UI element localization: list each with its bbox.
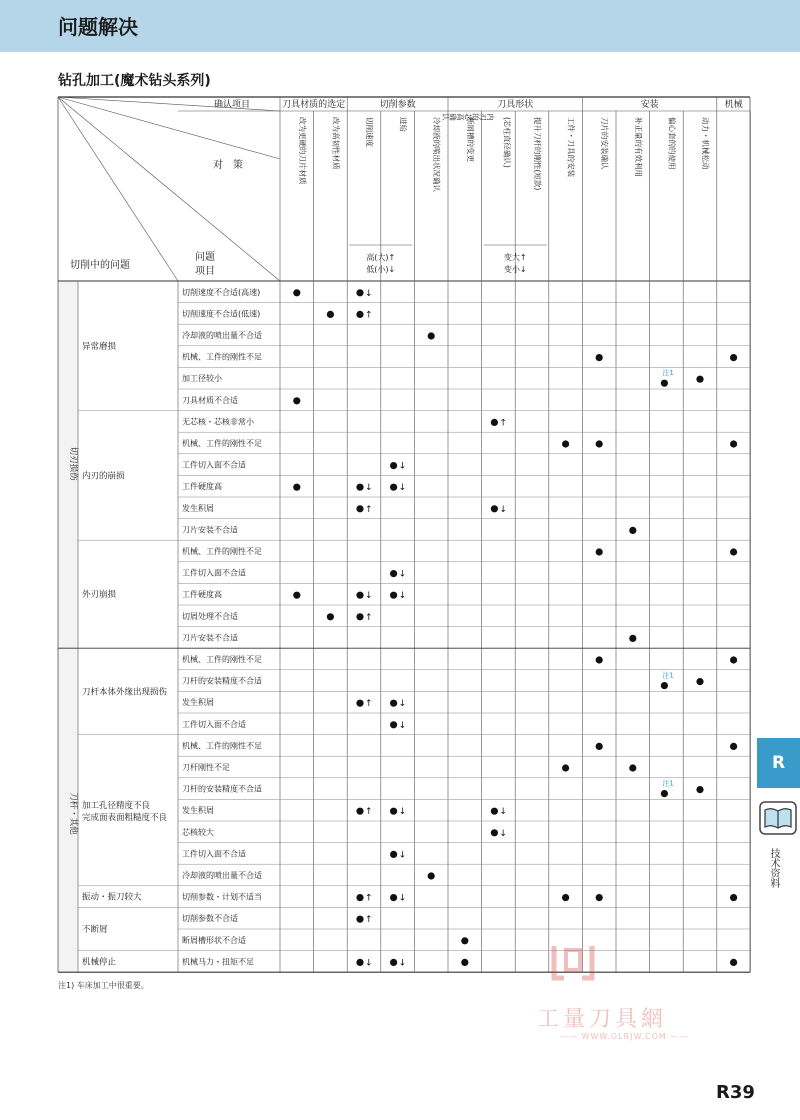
- mark-dot: [596, 894, 603, 901]
- mark-arrow: ↑: [365, 915, 373, 926]
- page-title: 问题解决: [58, 15, 138, 39]
- column-header: 提升刀杆的刚性(短款): [533, 117, 542, 191]
- mark-dot: [661, 790, 668, 797]
- watermark-logo-icon: [548, 942, 598, 986]
- column-header: 改为高韧性材质: [331, 117, 341, 170]
- mark-arrow: ↓: [398, 893, 407, 904]
- row-label: 刀杆的安装精度不合适: [182, 676, 262, 686]
- row-label: 工件切入面不合适: [182, 460, 246, 470]
- mark-dot: [596, 656, 603, 663]
- row-label: 冷却液的喷出量不合适: [182, 871, 262, 880]
- row-label: 机械、工件的刚性不足: [182, 741, 262, 751]
- row-label: 机械、工件的刚性不足: [182, 439, 262, 448]
- mark-dot: [390, 570, 397, 577]
- mark-arrow: ↓: [499, 504, 507, 515]
- mark-dot: [491, 808, 498, 815]
- mark-arrow: ↑: [365, 504, 373, 515]
- row-label: 机械、工件的刚性不足: [182, 547, 262, 556]
- note-marker: 注1: [662, 779, 674, 788]
- mark-dot: [661, 380, 668, 387]
- mark-dot: [562, 764, 569, 771]
- subcategory-label: 外刃崩损: [82, 590, 117, 601]
- note-marker: 注1: [662, 369, 674, 378]
- column-header: 动力・机械松动: [701, 117, 710, 170]
- mark-dot: [356, 894, 363, 901]
- row-label: 机械、工件的刚性不足: [182, 352, 262, 362]
- row-label: 工件硬度高: [182, 482, 222, 492]
- mark-dot: [356, 311, 363, 318]
- mark-arrow: ↑: [365, 310, 373, 321]
- mark-dot: [596, 354, 603, 361]
- subcategory-label: 加工孔径精度不良: [82, 801, 151, 812]
- mark-arrow: ↓: [398, 850, 407, 861]
- mark-dot: [461, 959, 468, 966]
- mark-dot: [428, 872, 435, 879]
- subcategory-label: 不断屑: [82, 925, 108, 935]
- grid-line: [58, 97, 178, 281]
- mark-arrow: ↓: [365, 591, 373, 602]
- subcategory-label: 异常磨损: [82, 341, 117, 352]
- group-header: 刀具形状: [497, 100, 534, 110]
- row-label: 工件切入面不合适: [182, 719, 246, 729]
- group-header: 切削参数: [379, 100, 416, 110]
- mark-dot: [293, 289, 300, 296]
- mark-dot: [428, 332, 435, 339]
- mark-dot: [390, 959, 397, 966]
- mark-dot: [562, 440, 569, 447]
- mark-dot: [730, 354, 737, 361]
- column-header: 补正量的有效利用: [633, 117, 643, 177]
- row-label: 加工径较小: [182, 374, 222, 384]
- watermark-url: —— WWW.GLRJW.COM ——: [560, 1032, 689, 1041]
- mark-arrow: ↓: [365, 958, 373, 969]
- subcategory-label: 机械停止: [82, 957, 117, 968]
- mark-arrow: ↑: [365, 807, 373, 818]
- mark-dot: [293, 397, 300, 404]
- section-tab-r[interactable]: R: [757, 738, 800, 788]
- row-label: 工件硬度高: [182, 590, 222, 600]
- row-label: 切削速度不合适(高速): [182, 287, 261, 297]
- mark-dot: [390, 462, 397, 469]
- mark-dot: [730, 894, 737, 901]
- mark-dot: [596, 743, 603, 750]
- measures-label: 对 策: [213, 160, 243, 171]
- note-marker: 注1: [662, 671, 674, 680]
- mark-dot: [596, 440, 603, 447]
- grid-line: [58, 97, 280, 281]
- column-header: 切削速度: [365, 117, 374, 147]
- mark-arrow: ↓: [398, 699, 407, 710]
- column-header: 冷却液的喷出状况确认: [432, 117, 442, 192]
- mark-dot: [327, 613, 334, 620]
- mark-dot: [356, 700, 363, 707]
- problem-label: 问题: [195, 252, 215, 263]
- row-label: 切屑处理不合适: [182, 611, 238, 621]
- speed-legend-down: 低(小)↓: [366, 265, 396, 274]
- group-header: 刀具材质的选定: [282, 100, 346, 110]
- cutting-problem-label: 切削中的问题: [70, 260, 130, 271]
- book-icon: [759, 801, 797, 835]
- mark-dot: [390, 700, 397, 707]
- mark-arrow: ↓: [398, 461, 407, 472]
- subcategory-label: 振动・振刀较大: [82, 892, 142, 903]
- mark-dot: [491, 829, 498, 836]
- mark-dot: [491, 419, 498, 426]
- mark-arrow: ↑: [365, 893, 373, 904]
- subcategory-label: 内刃的崩损: [82, 471, 125, 482]
- mark-dot: [390, 894, 397, 901]
- mark-dot: [596, 548, 603, 555]
- mark-dot: [356, 484, 363, 491]
- mark-dot: [730, 959, 737, 966]
- column-header: 进给: [398, 117, 408, 132]
- row-label: 切削参数不合适: [182, 914, 238, 924]
- row-label: 工件切入面不合适: [182, 849, 246, 859]
- column-header-sub: (芯柱直径确认): [502, 117, 512, 168]
- mark-arrow: ↓: [365, 288, 373, 299]
- row-label: 刀杆刚性不足: [182, 763, 230, 772]
- column-header: 工件・刀具的安装: [566, 117, 576, 177]
- row-label: 机械马力・扭矩不足: [182, 957, 254, 967]
- category-label: 切刃损伤: [68, 446, 78, 481]
- confirm-items-label: 确认项目: [213, 100, 251, 110]
- mark-dot: [390, 808, 397, 815]
- row-label: 无芯核・芯核非常小: [182, 417, 254, 427]
- mark-dot: [696, 786, 703, 793]
- mark-arrow: ↓: [499, 828, 507, 839]
- row-label: 发生积屑: [182, 698, 214, 708]
- row-label: 刀具材质不合适: [182, 395, 238, 405]
- column-header: 断屑槽的变更: [465, 117, 475, 162]
- column-header: 偏心套的的使用: [667, 117, 677, 170]
- category-label: 刀杆・其他: [68, 792, 78, 835]
- mark-dot: [390, 484, 397, 491]
- mark-arrow: ↓: [398, 720, 407, 731]
- mark-dot: [730, 548, 737, 555]
- row-label: 刀杆的安装精度不合适: [182, 784, 262, 794]
- mark-dot: [730, 656, 737, 663]
- mark-arrow: ↑: [499, 418, 507, 429]
- mark-dot: [356, 613, 363, 620]
- mark-arrow: ↓: [398, 483, 407, 494]
- row-label: 芯核较大: [182, 827, 214, 837]
- mark-arrow: ↓: [365, 483, 373, 494]
- mark-dot: [293, 484, 300, 491]
- shape-legend-up: 变大↑: [503, 253, 527, 262]
- row-label: 断屑槽形状不合适: [182, 935, 246, 945]
- section-title: 钻孔加工(魔术钻头系列): [58, 73, 211, 89]
- shape-legend-down: 变小↓: [503, 265, 527, 274]
- mark-arrow: ↓: [398, 958, 407, 969]
- mark-dot: [730, 743, 737, 750]
- mark-arrow: ↑: [365, 612, 373, 623]
- mark-dot: [356, 289, 363, 296]
- row-label: 切削速度不合适(低速): [182, 309, 261, 319]
- item-label: 项目: [195, 266, 215, 277]
- mark-dot: [730, 440, 737, 447]
- row-label: 切削参数・计划不适当: [182, 892, 262, 902]
- speed-legend-up: 高(大)↑: [366, 253, 396, 262]
- mark-dot: [661, 682, 668, 689]
- mark-dot: [491, 505, 498, 512]
- mark-dot: [356, 505, 363, 512]
- group-header: 机械: [724, 100, 743, 110]
- mark-dot: [696, 678, 703, 685]
- mark-dot: [629, 635, 636, 642]
- row-label: 机械、工件的刚性不足: [182, 655, 262, 664]
- row-label: 冷却液的喷出量不合适: [182, 331, 262, 340]
- mark-dot: [696, 376, 703, 383]
- mark-dot: [562, 894, 569, 901]
- mark-dot: [356, 592, 363, 599]
- row-label: 工件切入面不合适: [182, 568, 246, 578]
- mark-dot: [390, 851, 397, 858]
- mark-dot: [356, 959, 363, 966]
- mark-dot: [390, 721, 397, 728]
- mark-dot: [629, 764, 636, 771]
- category-column-bg: [58, 281, 78, 972]
- group-header: 安装: [640, 100, 659, 110]
- mark-dot: [327, 311, 334, 318]
- side-label: 技术资料: [768, 848, 779, 888]
- mark-dot: [293, 592, 300, 599]
- column-header: 刀片的安装确认: [600, 117, 610, 170]
- mark-dot: [629, 527, 636, 534]
- row-label: 刀片安装不合适: [182, 633, 238, 643]
- mark-dot: [356, 916, 363, 923]
- row-label: 发生积屑: [182, 503, 214, 513]
- mark-arrow: ↑: [365, 699, 373, 710]
- page-number: R39: [716, 1082, 755, 1103]
- subcategory-label: 完成面表面粗糙度不良: [82, 813, 168, 824]
- column-header: 改为更硬的刀片材质: [297, 117, 307, 185]
- mark-arrow: ↓: [499, 807, 507, 818]
- row-label: 发生积屑: [182, 806, 214, 816]
- subcategory-label: 刀杆本体外缘出现损伤: [82, 687, 168, 698]
- column-header: 内刃的芯高确认: [441, 112, 495, 122]
- mark-arrow: ↓: [398, 569, 407, 580]
- mark-dot: [461, 937, 468, 944]
- mark-arrow: ↓: [398, 807, 407, 818]
- watermark-brand: 工量刀具網: [537, 1007, 668, 1032]
- mark-arrow: ↓: [398, 591, 407, 602]
- mark-dot: [356, 808, 363, 815]
- mark-dot: [390, 592, 397, 599]
- row-label: 刀片安装不合适: [182, 525, 238, 535]
- footnote: 注1) 车床加工中很重要。: [58, 981, 149, 990]
